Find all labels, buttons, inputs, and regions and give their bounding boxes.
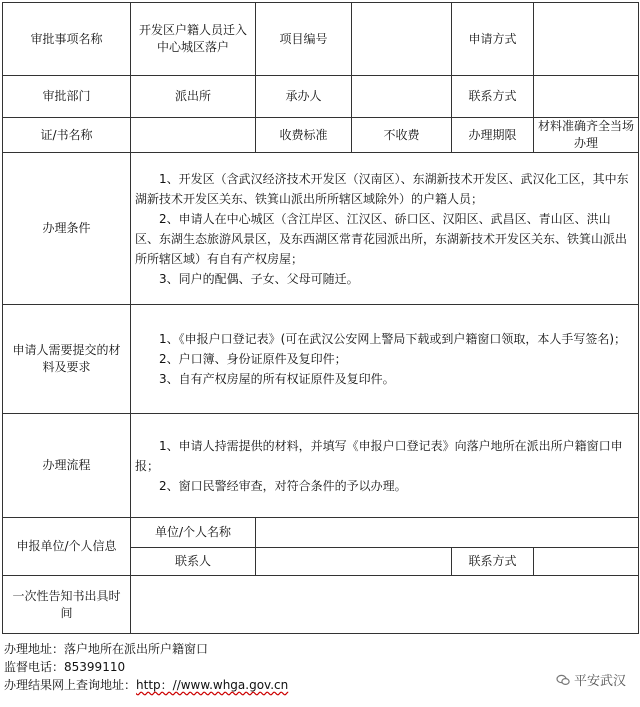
query-label: 办理结果网上查询地址： bbox=[4, 678, 137, 692]
address-line bbox=[4, 640, 288, 658]
watermark bbox=[556, 670, 626, 689]
watermark-text: 平安武汉 bbox=[573, 674, 626, 689]
fee-label: 收费标准 bbox=[256, 118, 352, 153]
applicant-name-label: 单位/个人名称 bbox=[131, 518, 256, 548]
project-code-label: 项目编号 bbox=[256, 3, 352, 76]
process-item: 1、申请人持需提供的材料，并填写《申报户口登记表》向落户地所在派出所户籍窗口申报； bbox=[135, 438, 623, 473]
conditions-item: 3、同户的配偶、子女、父母可随迁。 bbox=[159, 271, 359, 286]
handler-label: 承办人 bbox=[256, 76, 352, 118]
fee-value: 不收费 bbox=[352, 118, 452, 153]
approval-form-table bbox=[2, 2, 639, 634]
notice-time-label: 一次性告知书出具时间 bbox=[3, 576, 131, 634]
dept-label: 审批部门 bbox=[3, 76, 131, 118]
conditions-content bbox=[131, 153, 639, 305]
address-value: 落户地所在派出所户籍窗口 bbox=[64, 642, 209, 656]
dept-value: 派出所 bbox=[131, 76, 256, 118]
applicant-label: 申报单位/个人信息 bbox=[3, 518, 131, 576]
process-label: 办理流程 bbox=[3, 414, 131, 518]
apply-method-label: 申请方式 bbox=[452, 3, 534, 76]
materials-content bbox=[131, 305, 639, 414]
process-content bbox=[131, 414, 639, 518]
applicant-name-value bbox=[256, 518, 639, 548]
conditions-label: 办理条件 bbox=[3, 153, 131, 305]
cert-name-value bbox=[131, 118, 256, 153]
apply-method-value bbox=[534, 3, 639, 76]
query-url-link[interactable]: http：//www.whga.gov.cn bbox=[136, 678, 289, 692]
materials-item: 2、户口簿、身份证原件及复印件； bbox=[159, 352, 347, 366]
cert-name-label: 证/书名称 bbox=[3, 118, 131, 153]
project-code-value bbox=[352, 3, 452, 76]
footer-info bbox=[4, 640, 288, 694]
phone-line bbox=[4, 658, 288, 676]
process-item: 2、窗口民警经审查，对符合条件的予以办理。 bbox=[159, 478, 407, 493]
query-line bbox=[4, 676, 288, 694]
conditions-item: 2、申请人在中心城区（含江岸区、江汉区、硚口区、汉阳区、武昌区、青山区、洪山区、东湖生态旅游风景区，及东西湖区常青花园派出所，东湖新技术开发区关东、铁箕山派出所所辖区域）有自有产权房屋； bbox=[135, 211, 628, 266]
contact-person-value bbox=[256, 548, 452, 576]
materials-item: 1、《申报户口登记表》(可在武汉公安网上警局下载或到户籍窗口领取，本人手写签名)； bbox=[159, 332, 627, 346]
deadline-value: 材料准确齐全当场办理 bbox=[534, 118, 639, 153]
deadline-label: 办理期限 bbox=[452, 118, 534, 153]
phone-value: 85399110 bbox=[64, 660, 126, 674]
materials-label: 申请人需要提交的材料及要求 bbox=[3, 305, 131, 414]
contact-value bbox=[534, 76, 639, 118]
conditions-item: 1、开发区（含武汉经济技术开发区（汉南区）、东湖新技术开发区、武汉化工区，其中东湖新技术开发区关东、铁箕山派出所所辖区域除外）的户籍人员； bbox=[135, 171, 629, 206]
wechat-icon bbox=[556, 673, 570, 687]
item-name-label: 审批事项名称 bbox=[3, 3, 131, 76]
contact-label: 联系方式 bbox=[452, 76, 534, 118]
contact-person-label: 联系人 bbox=[131, 548, 256, 576]
handler-value bbox=[352, 76, 452, 118]
contact-method-value bbox=[534, 548, 639, 576]
contact-method-label: 联系方式 bbox=[452, 548, 534, 576]
phone-label: 监督电话： bbox=[4, 660, 65, 674]
address-label: 办理地址： bbox=[4, 642, 65, 656]
item-name-value: 开发区户籍人员迁入中心城区落户 bbox=[131, 3, 256, 76]
notice-time-value bbox=[131, 576, 639, 634]
materials-item: 3、自有产权房屋的所有权证原件及复印件。 bbox=[159, 372, 395, 386]
